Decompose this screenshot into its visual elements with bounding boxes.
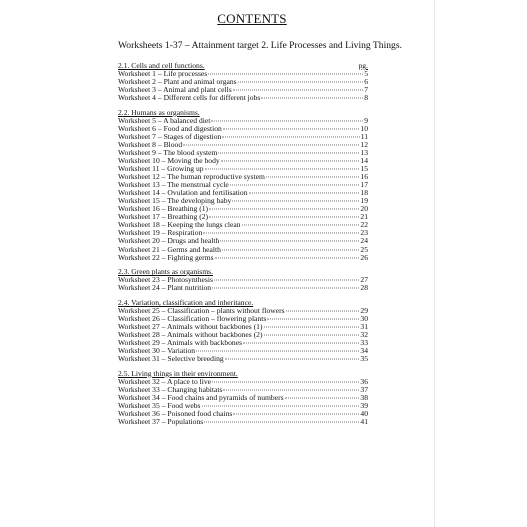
page-subtitle: Worksheets 1-37 – Attainment target 2. Life Processes and Living Things. [118, 40, 402, 51]
entry-page-number: 7 [364, 85, 368, 95]
dot-leader [266, 177, 360, 178]
entry-page-number: 40 [360, 408, 368, 418]
dot-leader [225, 359, 360, 360]
entry-label: Worksheet 23 – Photosynthesis [118, 275, 213, 285]
entry-page-number: 30 [360, 313, 368, 323]
entry-page-number: 26 [360, 252, 368, 262]
entry-label: Worksheet 1 – Life processes [118, 69, 208, 79]
entry-page-number: 39 [360, 400, 368, 410]
page-edge [434, 0, 435, 527]
entry-page-number: 18 [360, 188, 368, 198]
entry-label: Worksheet 25 – Classification – plants without flowers [118, 305, 285, 315]
dot-leader [211, 120, 363, 121]
entry-page-number: 6 [364, 77, 368, 87]
entry-page-number: 28 [360, 283, 368, 293]
dot-leader [232, 201, 359, 202]
entry-label: Worksheet 37 – Populations [118, 416, 204, 426]
dot-leader [209, 217, 359, 218]
dot-leader [212, 381, 359, 382]
entry-page-number: 19 [360, 196, 368, 206]
toc-entry [118, 254, 368, 262]
dot-leader [202, 405, 360, 406]
entry-page-number: 27 [360, 275, 368, 285]
dot-leader [243, 343, 359, 344]
entry-page-number: 33 [360, 338, 368, 347]
entry-label: Worksheet 16 – Breathing (1) [118, 204, 209, 214]
entry-page-number: 11 [360, 131, 368, 141]
toc-section [118, 299, 368, 363]
entry-label: Worksheet 20 – Drugs and health [118, 236, 220, 246]
entry-label: Worksheet 26 – Classification – flowering plants [118, 313, 267, 323]
entry-page-number: 22 [360, 220, 368, 230]
entry-page-number: 34 [360, 346, 368, 356]
entry-page-number: 20 [360, 204, 368, 214]
dot-leader [233, 413, 359, 414]
page-column-label: pg. [358, 61, 368, 70]
dot-leader [196, 351, 359, 352]
entry-label: Worksheet 4 – Different cells for different jobs [118, 93, 261, 103]
entry-label: Worksheet 15 – The developing baby [118, 196, 232, 206]
dot-leader [264, 334, 360, 335]
entry-page-number: 15 [360, 164, 368, 174]
dot-leader [267, 318, 359, 319]
entry-label: Worksheet 19 – Respiration [118, 228, 203, 238]
table-of-contents [118, 62, 368, 432]
entry-label: Worksheet 33 – Changing habitats [118, 384, 223, 394]
entry-label: Worksheet 22 – Fighting germs [118, 252, 214, 262]
entry-label: Worksheet 32 – A place to live [118, 376, 212, 386]
entry-label: Worksheet 28 – Animals without backbones (2) [118, 329, 263, 339]
section-title: 2.2. Humans as organisms. [118, 107, 200, 117]
dot-leader [204, 421, 359, 422]
section-title: 2.4. Variation, classification and inheritance. [118, 297, 254, 307]
dot-leader [183, 144, 359, 145]
dot-leader [222, 136, 359, 137]
entry-page-number: 5 [364, 69, 368, 79]
dot-leader [209, 209, 359, 210]
entry-label: Worksheet 3 – Animal and plant cells [118, 85, 232, 95]
dot-leader [212, 288, 359, 289]
entry-label: Worksheet 14 – Ovulation and fertilisation [118, 188, 248, 198]
entry-label: Worksheet 10 – Moving the body [118, 156, 220, 166]
dot-leader [264, 326, 360, 327]
entry-label: Worksheet 8 – Blood [118, 139, 183, 149]
entry-page-number: 9 [364, 115, 368, 125]
entry-label: Worksheet 30 – Variation [118, 346, 196, 356]
entry-label: Worksheet 5 – A balanced diet [118, 115, 211, 125]
toc-section [118, 62, 368, 102]
entry-label: Worksheet 18 – Keeping the lungs clean [118, 220, 241, 230]
dot-leader [218, 152, 359, 153]
toc-section [118, 370, 368, 426]
entry-label: Worksheet 17 – Breathing (2) [118, 212, 209, 222]
entry-page-number: 38 [360, 392, 368, 402]
dot-leader [230, 185, 360, 186]
toc-entry [118, 94, 368, 102]
entry-label: Worksheet 21 – Germs and health [118, 244, 221, 254]
entry-page-number: 8 [364, 93, 368, 103]
entry-label: Worksheet 11 – Growing up [118, 164, 204, 174]
dot-leader [215, 257, 360, 258]
toc-entry [118, 355, 368, 363]
dot-leader [261, 98, 363, 99]
entry-page-number: 16 [360, 172, 368, 182]
entry-label: Worksheet 7 – Stages of digestion [118, 131, 222, 141]
dot-leader [222, 249, 359, 250]
entry-label: Worksheet 6 – Food and digestion [118, 123, 222, 133]
entry-label: Worksheet 13 – The menstrual cycle [118, 180, 229, 190]
toc-section [118, 109, 368, 262]
entry-label: Worksheet 2 – Plant and animal organs [118, 77, 237, 87]
dot-leader [220, 241, 359, 242]
entry-page-number: 10 [360, 123, 368, 133]
entry-page-number: 23 [360, 228, 368, 238]
entry-page-number: 25 [360, 244, 368, 254]
entry-label: Worksheet 29 – Animals with backbones [118, 338, 243, 347]
entry-label: Worksheet 36 – Poisoned food chains [118, 408, 233, 418]
toc-section [118, 268, 368, 292]
toc-entry [118, 418, 368, 426]
dot-leader [249, 193, 360, 194]
dot-leader [286, 310, 360, 311]
section-title: 2.5. Living things in their environment. [118, 368, 238, 378]
dot-leader [233, 90, 364, 91]
entry-page-number: 35 [360, 354, 368, 364]
page-title: CONTENTS [217, 11, 287, 26]
entry-page-number: 37 [360, 384, 368, 394]
dot-leader [223, 128, 360, 129]
entry-page-number: 41 [360, 416, 368, 426]
entry-label: Worksheet 24 – Plant nutrition [118, 283, 212, 293]
entry-page-number: 24 [360, 236, 368, 246]
dot-leader [238, 82, 364, 83]
entry-label: Worksheet 31 – Selective breeding [118, 354, 224, 364]
entry-label: Worksheet 12 – The human reproductive system [118, 172, 265, 182]
dot-leader [205, 169, 360, 170]
entry-page-number: 21 [360, 212, 368, 222]
toc-entry [118, 284, 368, 292]
entry-page-number: 14 [360, 156, 368, 166]
entry-label: Worksheet 35 – Food webs [118, 400, 201, 410]
section-title: 2.3. Green plants as organisms. [118, 267, 213, 277]
entry-page-number: 31 [360, 321, 368, 331]
entry-page-number: 13 [360, 147, 368, 157]
dot-leader [208, 74, 363, 75]
entry-page-number: 12 [360, 139, 368, 149]
section-title: 2.1. Cells and cell functions. [118, 61, 205, 70]
entry-page-number: 36 [360, 376, 368, 386]
dot-leader [203, 233, 359, 234]
entry-label: Worksheet 34 – Food chains and pyramids of numbers [118, 392, 284, 402]
entry-page-number: 29 [360, 305, 368, 315]
dot-leader [214, 280, 359, 281]
dot-leader [221, 161, 360, 162]
entry-label: Worksheet 9 – The blood system [118, 147, 218, 157]
dot-leader [285, 397, 360, 398]
entry-page-number: 32 [360, 329, 368, 339]
entry-label: Worksheet 27 – Animals without backbones (1) [118, 321, 263, 331]
dot-leader [242, 225, 360, 226]
dot-leader [223, 389, 359, 390]
entry-page-number: 17 [360, 180, 368, 190]
